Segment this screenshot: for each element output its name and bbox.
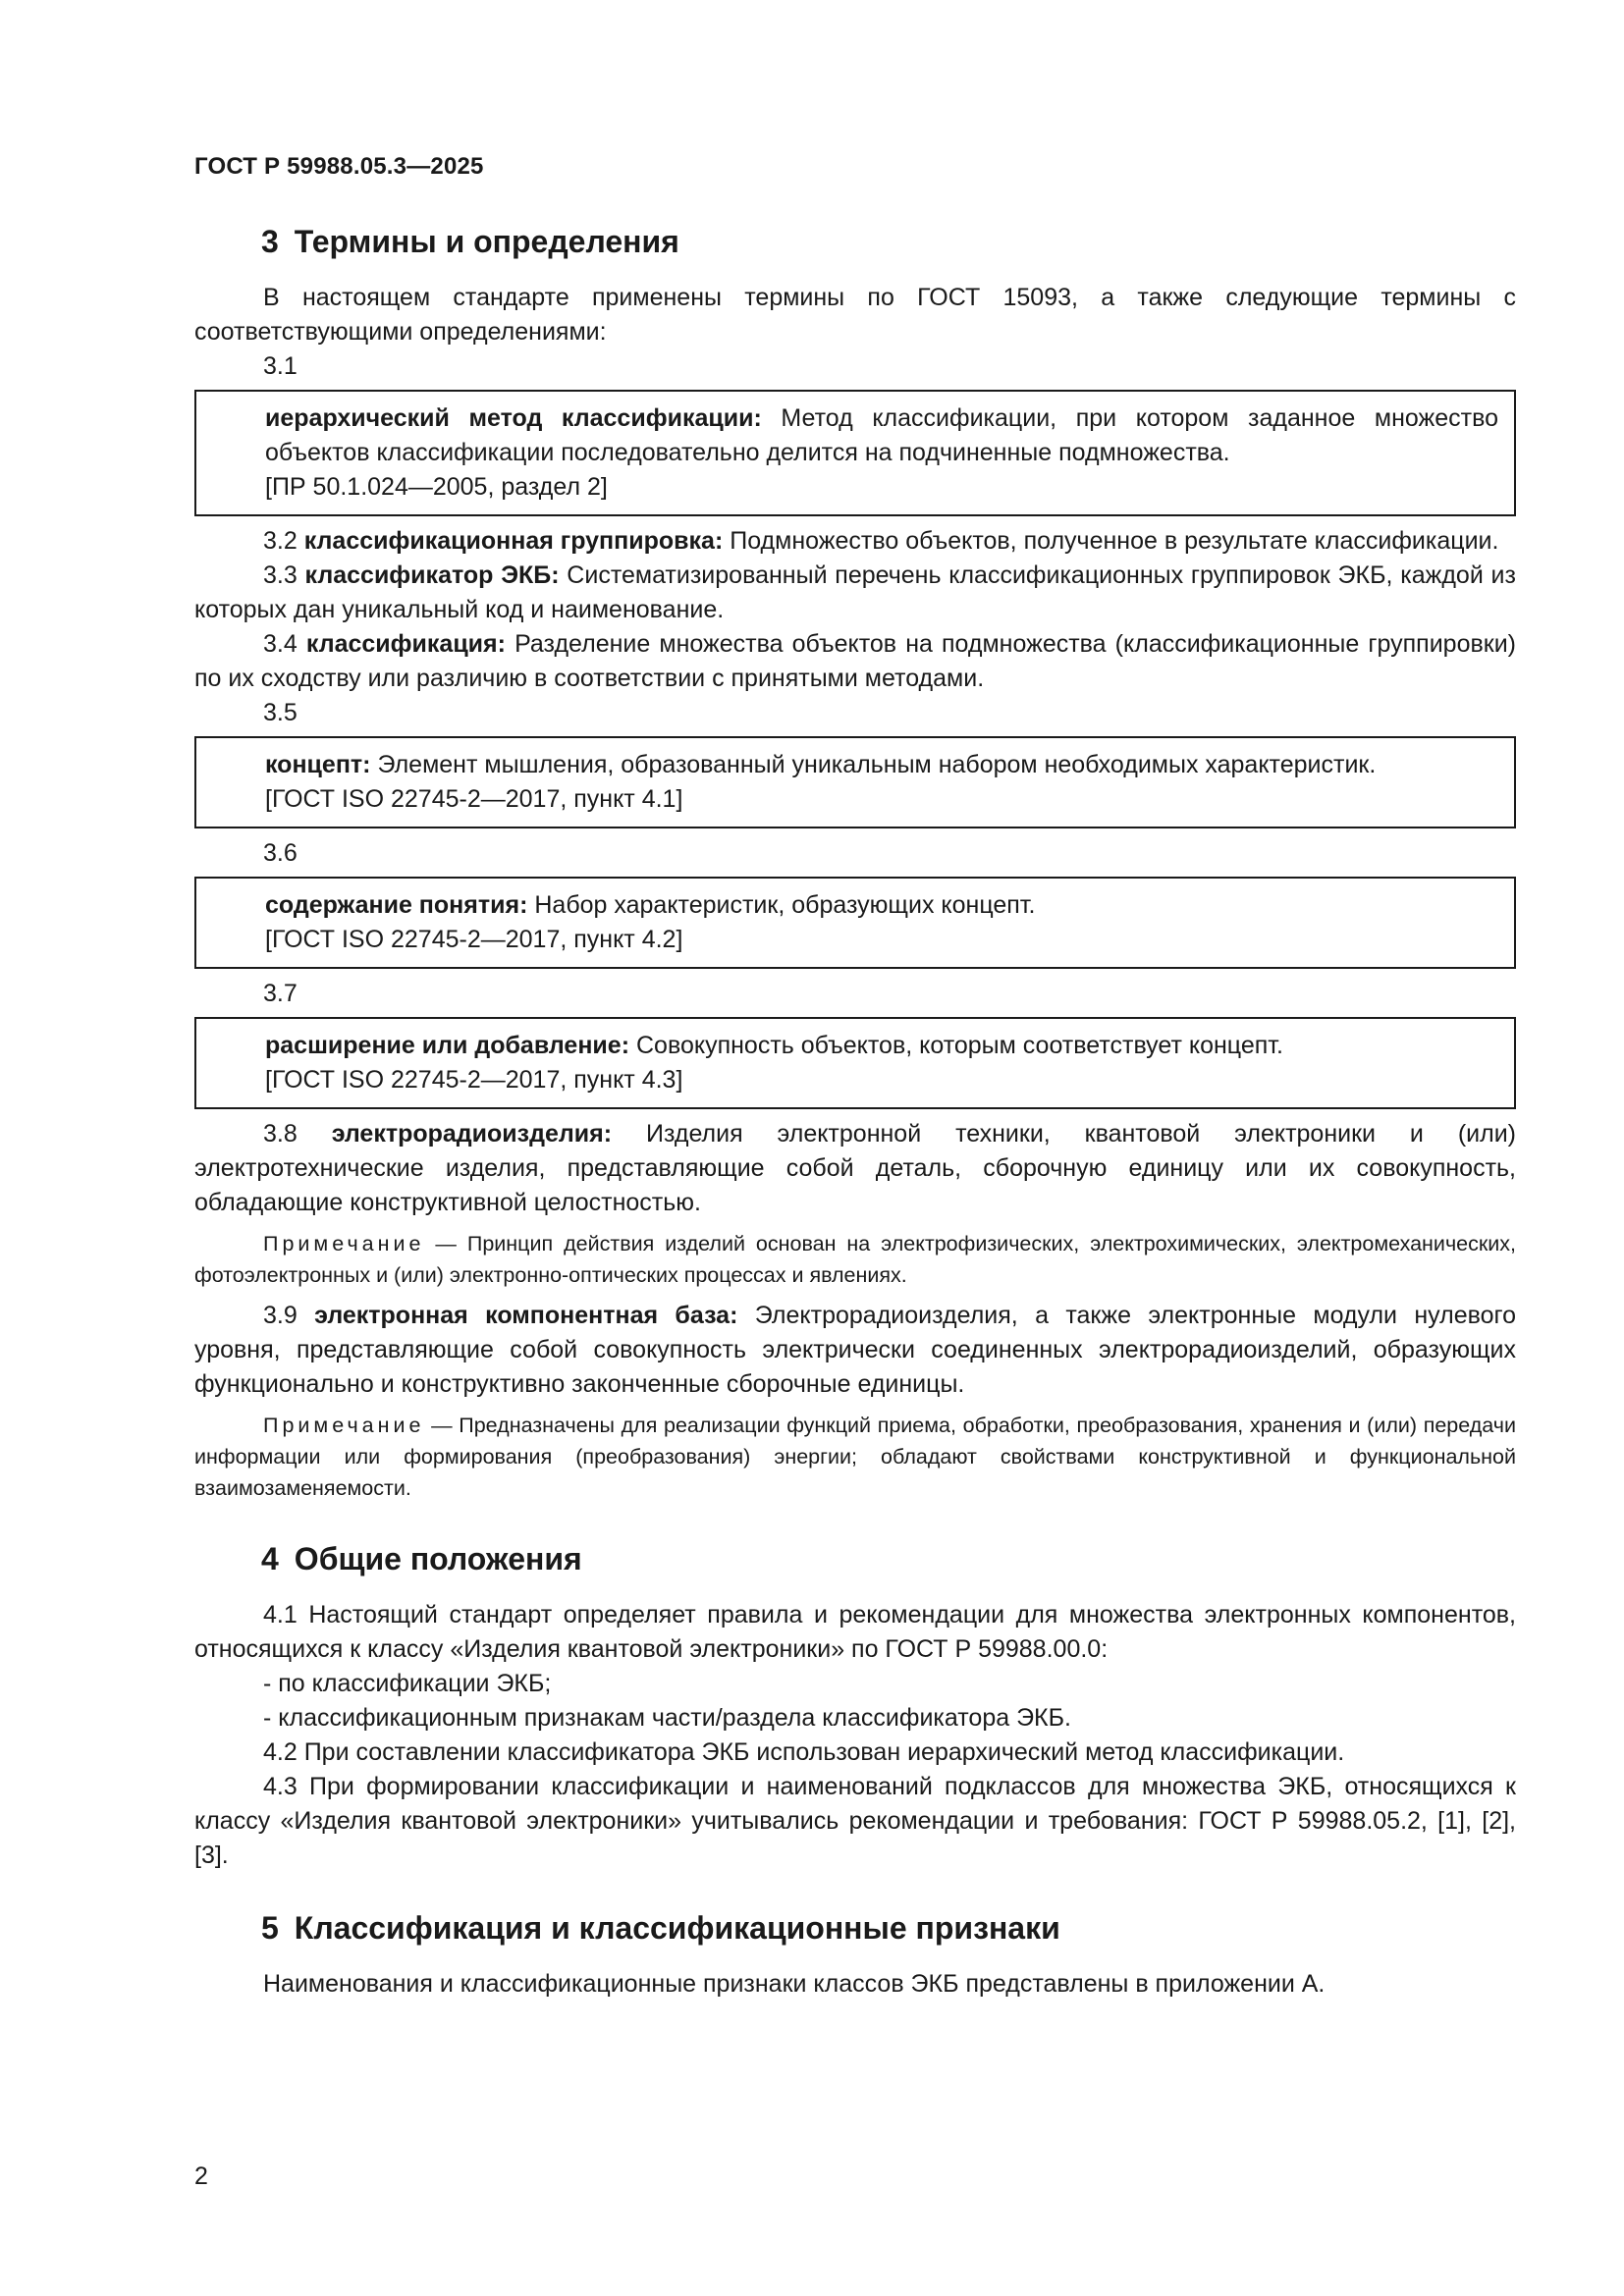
- term-definition: Элемент мышления, образованный уникальным набором необходимых характеристик.: [377, 751, 1377, 778]
- term-number: 3.3: [263, 561, 298, 589]
- section-3-intro: В настоящем стандарте применены термины по ГОСТ 15093, а также следующие термины с соответствующими определениями:: [194, 284, 1516, 346]
- note-label: Примечание: [263, 1232, 425, 1255]
- section-number: 3: [261, 224, 279, 259]
- page-number: 2: [194, 2163, 208, 2190]
- section-5-heading: [194, 1908, 1516, 1948]
- term-note: [194, 1228, 1516, 1291]
- section-number: 4: [261, 1541, 279, 1576]
- term-definition: Подмножество объектов, полученное в результате классификации.: [730, 527, 1499, 555]
- note-text: — Предназначены для реализации функций приема, обработки, преобразования, хранения и (или) передачи информации или формирования (преобразования) энергии; обладают свойствами конструктивной и функциональной взаимозаменяемости.: [194, 1414, 1516, 1500]
- term-definition: Метод классификации, при котором заданное множество объектов классификации последовательно делится на подчиненные подмножества.: [265, 404, 1498, 466]
- term-number: 3.8: [263, 1120, 298, 1148]
- term-name: концепт:: [265, 751, 371, 778]
- term-definition-box: [194, 877, 1516, 969]
- term-definition-box: [194, 1017, 1516, 1109]
- clause-4-2: 4.2 При составлении классификатора ЭКБ использован иерархический метод классификации.: [263, 1738, 1345, 1766]
- note-text: — Принцип действия изделий основан на электрофизических, электрохимических, электромеханических, фотоэлектронных и (или) электронно-оптических процессах и явлениях.: [194, 1232, 1516, 1287]
- term-definition: Электрорадиоизделия, а также электронные модули нулевого уровня, представляющие собой совокупность электрически соединенных электрорадиоизделий, образующих функционально и конструктивно законченные сборочные единицы.: [194, 1302, 1516, 1398]
- term-source: [ГОСТ ISO 22745-2—2017, пункт 4.2]: [265, 926, 683, 953]
- term-number: 3.5: [263, 699, 298, 726]
- term-name: содержание понятия:: [265, 891, 528, 919]
- term-number: 3.9: [263, 1302, 298, 1329]
- term-source: [ГОСТ ISO 22745-2—2017, пункт 4.3]: [265, 1066, 683, 1094]
- section-title: Общие положения: [294, 1541, 582, 1576]
- term-definition: Набор характеристик, образующих концепт.: [534, 891, 1036, 919]
- term-number: 3.1: [263, 352, 298, 380]
- term-name: электронная компонентная база:: [314, 1302, 738, 1329]
- section-3-heading: [194, 222, 1516, 261]
- term-note: [194, 1410, 1516, 1504]
- term-source: [ПР 50.1.024—2005, раздел 2]: [265, 473, 608, 501]
- term-definition: Изделия электронной техники, квантовой электроники и (или) электротехнические изделия, представляющие собой деталь, сборочную единицу или их совокупность, обладающие конструктивной целостностью.: [194, 1120, 1516, 1216]
- list-item: - классификационным признакам части/раздела классификатора ЭКБ.: [263, 1704, 1071, 1732]
- term-name: классификационная группировка:: [303, 527, 724, 555]
- term-definition-box: [194, 390, 1516, 516]
- term-source: [ГОСТ ISO 22745-2—2017, пункт 4.1]: [265, 785, 683, 813]
- term-name: классификатор ЭКБ:: [304, 561, 560, 589]
- section-5-text: Наименования и классификационные признаки классов ЭКБ представлены в приложении А.: [263, 1970, 1326, 1998]
- section-title: Термины и определения: [294, 224, 679, 259]
- term-entry: [194, 627, 1516, 696]
- clause-4-3: 4.3 При формировании классификации и наименований подклассов для множества ЭКБ, относящихся к классу «Изделия квантовой электроники» учитывались рекомендации и требования: ГОСТ Р 59988.05.2, [1], [2], [3].: [194, 1773, 1516, 1869]
- term-number: 3.7: [263, 980, 298, 1007]
- term-number: 3.6: [263, 839, 298, 867]
- clause-4-1: 4.1 Настоящий стандарт определяет правила и рекомендации для множества электронных компонентов, относящихся к классу «Изделия квантовой электроники» по ГОСТ Р 59988.00.0:: [194, 1601, 1516, 1663]
- term-definition: Совокупность объектов, которым соответствует концепт.: [635, 1032, 1283, 1059]
- section-title: Классификация и классификационные признаки: [294, 1910, 1060, 1946]
- term-name: иерархический метод классификации:: [265, 404, 762, 432]
- term-definition: Систематизированный перечень классификационных группировок ЭКБ, каждой из которых дан уникальный код и наименование.: [194, 561, 1516, 623]
- document-header: ГОСТ Р 59988.05.3—2025: [194, 153, 484, 180]
- section-4-heading: [194, 1539, 1516, 1578]
- note-label: Примечание: [263, 1414, 425, 1437]
- term-entry: [194, 559, 1516, 627]
- term-name: электрорадиоизделия:: [331, 1120, 613, 1148]
- term-number: 3.4: [263, 630, 298, 658]
- term-entry: [194, 1117, 1516, 1220]
- section-number: 5: [261, 1910, 279, 1946]
- term-number: 3.2: [263, 527, 298, 555]
- term-definition: Разделение множества объектов на подмножества (классификационные группировки) по их сходству или различию в соответствии с принятыми методами.: [194, 630, 1516, 692]
- term-entry: [194, 524, 1516, 559]
- document-body: [194, 222, 1516, 2002]
- term-name: расширение или добавление:: [265, 1032, 630, 1059]
- list-item: - по классификации ЭКБ;: [263, 1670, 552, 1697]
- term-entry: [194, 1299, 1516, 1402]
- term-name: классификация:: [305, 630, 506, 658]
- term-definition-box: [194, 736, 1516, 828]
